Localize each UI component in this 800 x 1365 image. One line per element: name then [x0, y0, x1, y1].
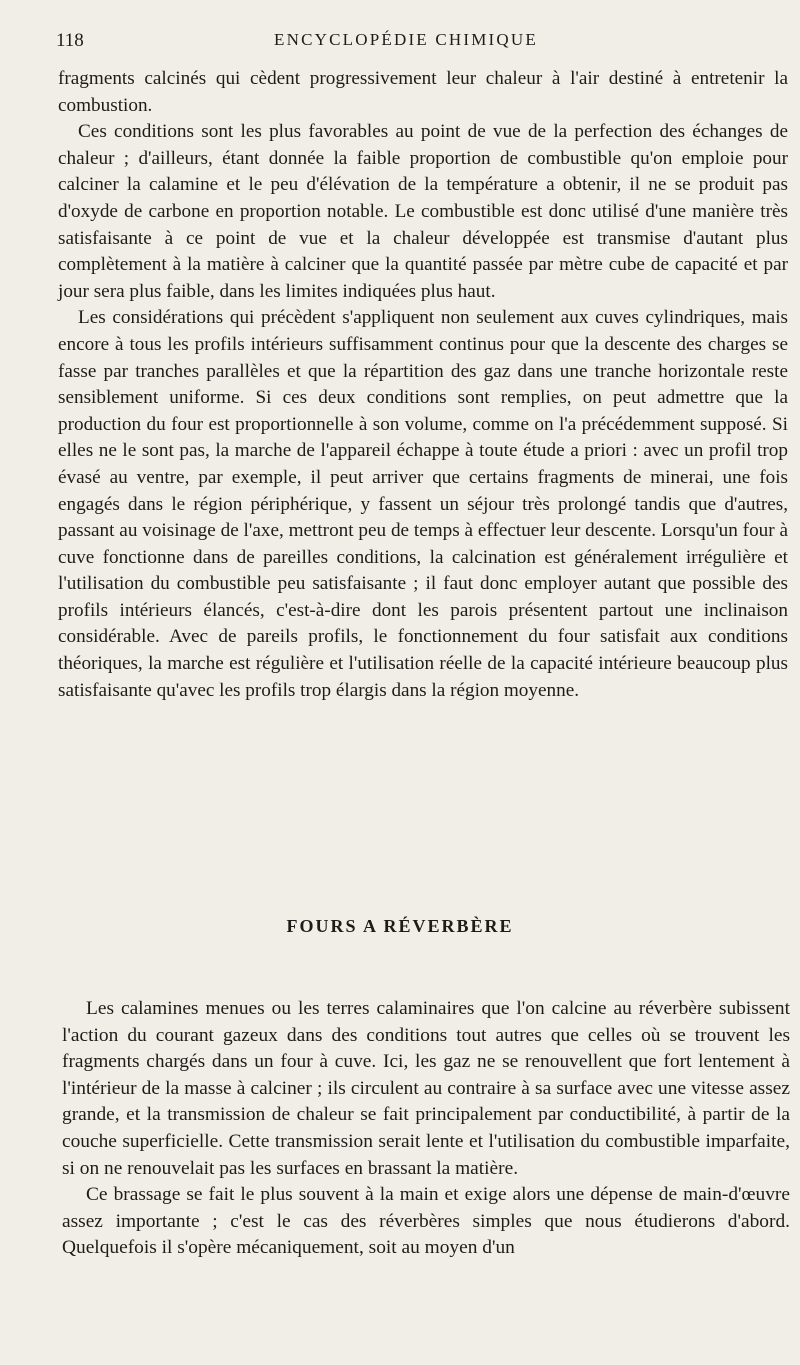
- section-1-text: [58, 66, 788, 704]
- paragraph: Ces conditions sont les plus favorables au point de vue de la perfection des échanges de chaleur ; d'ailleurs, étant donnée la faible proportion de combustible qu'on emploie pour calciner la calamine et le peu d'élévation de la température a obtenir, il ne se produit pas d'oxyde de carbone en proportion notable. Le combustible est donc utilisé d'une manière très satisfaisante à ce point de vue et la chaleur développée est transmise d'autant plus complètement à la matière à calciner que la quantité passée par mètre cube de capacité et par jour sera plus faible, dans les limites indiquées plus haut.: [58, 121, 788, 302]
- page-number: 118: [56, 30, 84, 51]
- section-title: FOURS A RÉVERBÈRE: [286, 916, 514, 936]
- section-2-text: [62, 996, 790, 1262]
- paragraph: Ce brassage se fait le plus souvent à la main et exige alors une dépense de main-d'œuvre assez importante ; c'est le cas des réverbères simples que nous étudierons d'abord. Quelquefois il s'opère mécaniquement, soit au moyen d'un: [62, 1184, 790, 1259]
- paragraph: fragments calcinés qui cèdent progressivement leur chaleur à l'air destiné à entretenir la combustion.: [58, 68, 788, 116]
- paragraph: Les calamines menues ou les terres calaminaires que l'on calcine au réverbère subissent l'action du courant gazeux dans des conditions tout autres que celles où se trouvent les fragments chargés dans un four à cuve. Ici, les gaz ne se renouvellent que fort lentement à l'intérieur de la masse à calciner ; ils circulent au contraire à sa surface avec une vitesse assez grande, et la transmission de chaleur se fait principalement par conductibilité, à partir de la couche superficielle. Cette transmission serait lente et l'utilisation du combustible imparfaite, si on ne renouvelait pas les surfaces en brassant la matière.: [62, 998, 790, 1179]
- running-title: ENCYCLOPÉDIE CHIMIQUE: [274, 30, 538, 49]
- paragraph: Les considérations qui précèdent s'appliquent non seulement aux cuves cylindriques, mais encore à tous les profils intérieurs suffisamment continus pour que la descente des charges se fasse par tranches parallèles et que la répartition des gaz dans une tranche horizontale reste sensiblement uniforme. Si ces deux conditions sont remplies, on peut admettre que la production du four est proportionnelle à son volume, comme on l'a précédemment supposé. Si elles ne le sont pas, la marche de l'appareil échappe à toute étude a priori : avec un profil trop évasé au ventre, par exemple, il peut arriver que certains fragments de minerai, une fois engagés dans le région périphérique, y fassent un séjour très prolongé tandis que d'autres, passant au voisinage de l'axe, mettront peu de temps à effectuer leur descente. Lorsqu'un four à cuve fonctionne dans de pareilles conditions, la calcination est généralement irrégulière et l'utilisation du combustible peu satisfaisante ; il faut donc employer autant que possible des profils intérieurs élancés, c'est-à-dire dont les parois présentent partout une inclinaison considérable. Avec de pareils profils, le fonctionnement du four satisfait aux conditions théoriques, la marche est régulière et l'utilisation réelle de la capacité intérieure beaucoup plus satisfaisante qu'avec les profils trop élargis dans la région moyenne.: [58, 307, 788, 701]
- page-header: [56, 26, 756, 52]
